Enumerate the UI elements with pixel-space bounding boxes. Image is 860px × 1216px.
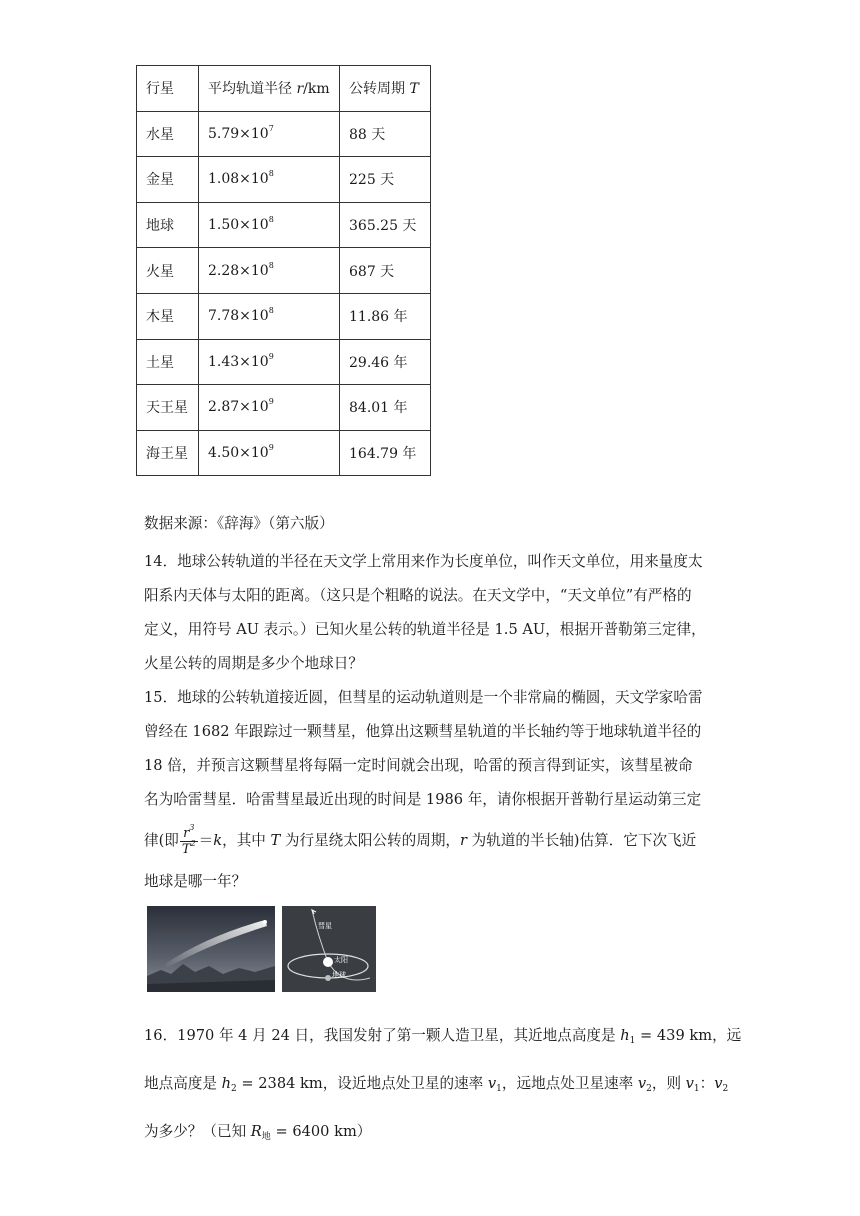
table-row: [137, 339, 431, 385]
orbit-radius: $2.87\times 10^9$: [199, 385, 340, 431]
header-period: 公转周期 T: [340, 66, 431, 112]
orbit-radius: $4.50\times 10^9$: [199, 430, 340, 476]
table-row: [137, 157, 431, 203]
planet-name: 木星: [137, 293, 199, 339]
kepler-law-line: 律(即 $\frac{r^3}{T^2}$ ＝k，其中 T 为行星绕太阳公转的周期，r 为轨道的半长轴)估算．它下次飞近: [144, 822, 697, 857]
kepler-fraction: $\frac{r^3}{T^2}$: [181, 822, 196, 857]
table-row: [137, 430, 431, 476]
header-planet: 行星: [137, 66, 199, 112]
planet-name: 土星: [137, 339, 199, 385]
comet-photo: [147, 906, 275, 992]
table-header-row: [137, 66, 431, 112]
orbital-period: 365.25 天: [340, 202, 431, 248]
orbital-period: 88 天: [340, 111, 431, 157]
table-row: [137, 385, 431, 431]
orbital-period: 687 天: [340, 248, 431, 294]
orbital-period: 84.01 年: [340, 385, 431, 431]
question-16: 16．1970 年 4 月 24 日，我国发射了第一颗人造卫星，其近地点高度是 $h_1 = 439$ km，远 地点高度是 $h_2 = 2384$ km，设近地点处卫星的速率 $v_1$，远地点处卫星速率 $v_2$，则 $v_1$：$v_2$ 为多少？（已知 $R_地 = 6400$ km）: [144, 1027, 742, 1142]
data-source-note: 数据来源：《辞海》（第六版）: [144, 515, 334, 532]
planet-name: 天王星: [137, 385, 199, 431]
comet-label: 彗星: [318, 922, 332, 930]
orbit-radius: $1.08\times 10^8$: [199, 157, 340, 203]
question-14: 14．地球公转轨道的半径在天文学上常用来作为长度单位，叫作天文单位，用来量度太 阳系内天体与太阳的距离。（这只是个粗略的说法。在天文学中，“天文单位”有严格的 定义，用符号 AU 表示。）已知火星公转的轨道半径是 1.5 AU，根据开普勒第三定律， 火星公转的周期是多少个地球日？: [144, 553, 706, 672]
planet-name: 海王星: [137, 430, 199, 476]
planet-orbit-table: [136, 65, 431, 476]
planet-name: 水星: [137, 111, 199, 157]
orbit-radius: $1.43\times 10^9$: [199, 339, 340, 385]
header-radius: 平均轨道半径 r/km: [199, 66, 340, 112]
planet-name: 地球: [137, 202, 199, 248]
table-row: [137, 248, 431, 294]
table-row: [137, 111, 431, 157]
planet-name: 火星: [137, 248, 199, 294]
table-row: [137, 202, 431, 248]
orbit-radius: $5.79\times 10^7$: [199, 111, 340, 157]
orbit-radius: $7.78\times 10^8$: [199, 293, 340, 339]
orbit-radius: $1.50\times 10^8$: [199, 202, 340, 248]
orbital-period: 225 天: [340, 157, 431, 203]
planet-name: 金星: [137, 157, 199, 203]
orbital-period: 11.86 年: [340, 293, 431, 339]
orbit-radius: $2.28\times 10^8$: [199, 248, 340, 294]
sun-label: 太阳: [334, 956, 348, 964]
earth-label: 地球: [332, 971, 346, 979]
orbital-period: 164.79 年: [340, 430, 431, 476]
comet-orbit-diagram: [282, 906, 376, 992]
question-15: 15．地球的公转轨道接近圆，但彗星的运动轨道则是一个非常扁的椭圆，天文学家哈雷 曾经在 1682 年跟踪过一颗彗星，他算出这颗彗星轨道的半长轴约等于地球轨道半径的 18 倍，并预言这颗彗星将每隔一定时间就会出现，哈雷的预言得到证实，该彗星被命 名为哈雷彗星．哈雷彗星最近出现的时间是 1986 年，请你根据开普勒行星运动第三定 律(即 $\frac{r^3}{T^2}$ ＝k，其中 T 为行星绕太阳公转的周期，r 为轨道的半长轴)估算．它下次飞近 地球是哪一年？: [144, 681, 724, 899]
table-row: [137, 293, 431, 339]
orbital-period: 29.46 年: [340, 339, 431, 385]
